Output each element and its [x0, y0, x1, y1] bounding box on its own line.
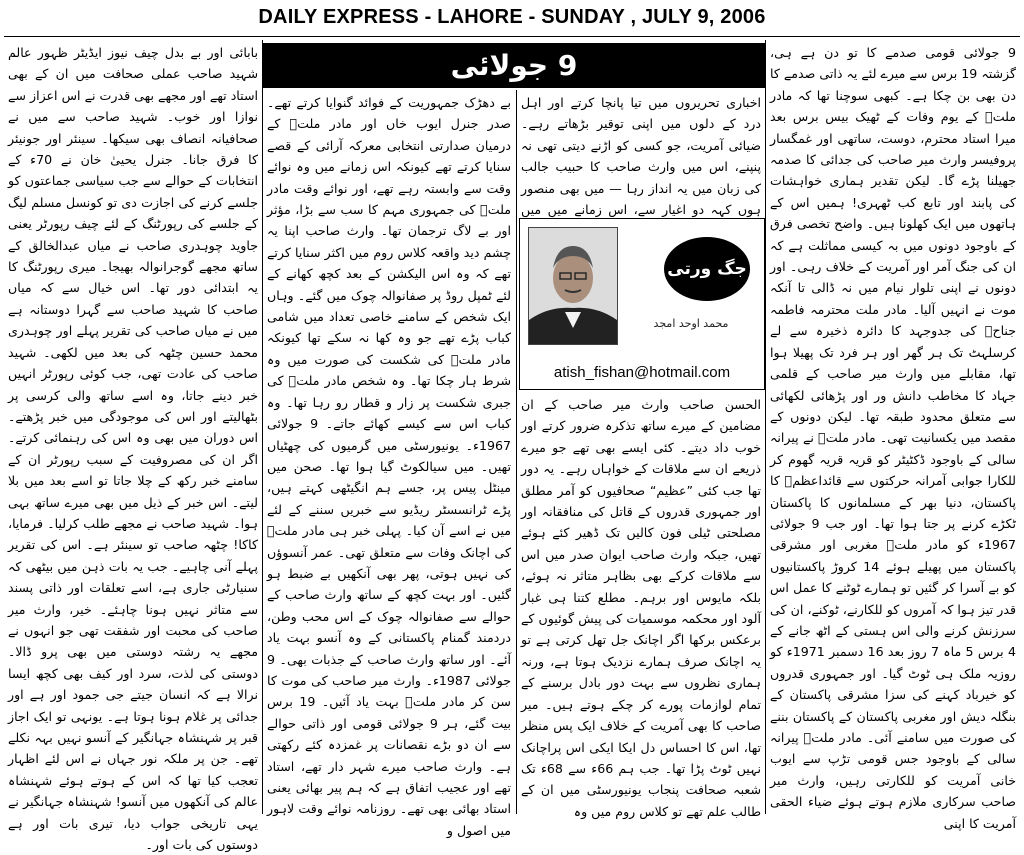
- portrait-image: [529, 228, 617, 344]
- article-text: اخباری تحریروں میں تیا پانچا کرتے اور اہل درد کے دلوں میں اپنی توقیر بڑھاتے رہے۔ ضیائی آمریت، جو کسی کو اڑنے دیتی تھی نہ پنپنے، اس میں وارث صاحب کا حبیب جالب کی زبان میں یہ انداز رہا — میں بھی منصور ہوں کہہ دو اغیار سے، اس زمانے میں میں: [521, 95, 761, 218]
- article-column-4: [4, 42, 262, 853]
- masthead: DAILY EXPRESS - LAHORE - SUNDAY , JULY 9, 2006: [258, 6, 766, 28]
- columnist-box: [519, 218, 765, 390]
- article-column-2: [517, 92, 765, 216]
- article-column-3: [263, 92, 515, 838]
- column-logo-text: جگ ورتی: [667, 259, 747, 279]
- article-column-1: [766, 42, 1020, 831]
- article-text: بابائی اور بے بدل چیف نیوز ایڈیٹر ظہور عالم شہید صاحب عملی صحافت میں ان کے بھی استاد تھے اور مجھے بھی قدرت نے اس اعزاز سے نوازا اور خوب۔ شہید صاحب سے میں نے صحافیانہ انصاف بھی سیکھا۔ سینئر اور جونیئر کا فرق جانا۔ جنرل یحییٰ خان نے 70ء کے انتخابات کے حوالے سے جب سیاسی جماعتوں کو جلسے کرنے کی اجازت دی تو کونسل مسلم لیگ کے جلسے کی رپورٹنگ کے لئے چیف رپورٹر یعنی جاوید چوہدری صاحب نے میاں عبدالخالق کے ساتھ مجھے گوجرانوالہ بھیجا۔ میری رپورٹنگ کا یہ ابتدائی دور تھا۔ اس خیال سے کہ میاں صاحب کا شہید صاحب سے گہرا دوستانہ ہے میں نے میاں صاحب کی تقریر پہلے اور چوہدری محمد حسین چٹھہ کی بعد میں لکھی۔ شہید صاحب کی عادت تھی، جب کوئی رپورٹر انہیں خبر دینے جاتا، وہ اسے ساتھ والی کرسی پر بٹھالیتے اور اس کی موجودگی میں خبر پڑھتے۔ اس دوران میں بھی وہ اس کی رہنمائی کرتے۔ اگر ان کی مصروفیت کے سبب رپورٹر ان کے سامنے خبر رکھ کے چلا جاتا تو اسے بعد میں بلا لیتے۔ اس خبر کے ذیل میں بھی میرے ساتھ بہی ہوا۔ شہید صاحب نے مجھے طلب کرلیا۔ فرمایا، کاکا! چٹھہ صاحب تو سینئر ہے۔ اس کی تقریر پہلے آنی چاہیے۔ جب یہ بات ذہن میں بیٹھی کہ سنیارٹی جاری ہے، اسے تعلقات اور ذاتی پسند سے متاثر نہیں ہونا چاہئے۔ خیر، وارث میر صاحب کی محبت اور شفقت تھی جو انہوں نے مجھے یہ رشتہ دوستی میں بھی پرو ڈالا۔ دوستی کی لذت، سرد اور کیف بھی کچھ ایسا نرالا ہے کہ انسان جیتے جی جمود اور ہے اور جدائی پر غلام ہونا ہوتا ہے۔ یونہی تو ایک اجاز قبر پر شہنشاہ جہانگیر کے آنسو نہیں بہہ نکلے تھے۔ جن پر ملکہ نور جہاں نے اس لئے اظہار تعجب کیا تھا کہ اس کے ہوتے ہوئے شہنشاہ عالم کی آنکھوں میں آنسو! شہنشاہ جہانگیر نے یہی تاریخی جواب دیا، تیری بات اور ہے دوستوں کی بات اور۔: [8, 45, 258, 853]
- columnist-photo: [528, 227, 618, 345]
- article-headline-banner: [263, 43, 765, 88]
- article-text: الحسن صاحب وارث میر صاحب کے ان مضامین کے میرے ساتھ تذکرہ ضرور کرتے اور خوب داد دیتے۔ کئی ایسے بھی تھے جو میرے ذریعے ان سے ملاقات کے خواہاں رہے۔ یہ دور تھا جب کئی ”عظیم“ صحافیوں کو آمر مطلق اور جمہوری قدروں کے قاتل کی منافقانہ اور مصلحتی ٹیلی فون کالیں تک ڈھیر کئے ہوئے تھیں، جبکہ وارث صاحب ایوان صدر میں اس سے ملاقات کرکے بھی بظاہر متاثر نہ ہوئے، بلکہ مایوس اور برہم۔ مطلع کتنا ہی غبار آلود اور محکمہ موسمیات کی پیش گوئیوں کے برعکس برکھا اگر اچانک جل تھل کرتی ہے تو یہ اچانک صرف ہمارے نزدیک ہوتا ہے، ورنہ ہماری نظروں سے بہت دور بادل برسنے کے تمام لوازمات پورے کر چکے ہوتے ہیں۔ میر صاحب کا بھی آمریت کے خلاف ایک پس منظر تھا، اس کا احساس دل ایکا ایکی اس پراچانک نہیں ٹوٹ پڑا تھا۔ جب ہم 66ء سے 68ء تک شعبہ صحافت پنجاب یونیورسٹی میں ان کے طالب علم تھے تو کلاس روم میں وہ: [521, 397, 761, 819]
- article-text: 9 جولائی قومی صدمے کا تو دن ہے ہی، گزشتہ 19 برس سے میرے لئے یہ ذاتی صدمے کا دن بھی بن چکا ہے۔ کبھی سوچنا تھا کہ مادر ملتؒ کے یوم وفات کے ٹھیک بیس برس بعد میرا استاد محترم، دوست، ساتھی اور غمگسار پروفیسر وارث میر صاحب کی جدائی کا صدمہ جھیلنا پڑے گا۔ لیکن تقدیر ہماری خواہشات کی پابند اور تابع کب ٹھہری! ہمیں اس کے ہاتھوں میں ایک کھلونا ہیں۔ واضح تخصی فرق کے باوجود دونوں میں بہ کیسی مماثلت ہے کہ ان کی جنگ آمر اور آمریت کے خلاف رہی۔ اور دونوں نے اپنی تلوار نیام میں نہ ڈالی تا آنکہ موت نے انہیں آلیا۔ مادر ملت محترمہ فاطمہ جناحؒ کی جدوجہد کا دائرہ ذخیرہ سے لے کرسلہٹ تک ہر گھر اور ہر فرد تک پھیلا ہوا تھا، مقابلے میں وارث میر صاحب کے قلمی جہاد کا مخاطب دانش ور اور پڑھائی لکھائی سے متعلق محدود طبقہ تھا۔ لیکن دونوں کے مقصد میں یکسانیت تھی۔ مادر ملتؒ نے پیرانہ سالی کے باوجود ڈکٹیٹر کو قریہ قریہ گھوم کر للکارا جوابی آمرانہ حرکتوں سے قائداعظمؒ کا پاکستان، دنیا بھر کے مسلمانوں کا پاکستان ٹکڑے کرنے پر جتا ہوا تھا۔ اور جب 9 جولائی 1967ء کو مادر ملتؒ مغربی اور مشرقی پاکستان میں پھیلے ہوئے 14 کروڑ پاکستانیوں کو بے آسرا کر گئیں تو ہمارے ٹوٹنے کا عمل اس قدر تیز ہوا کہ آمروں کو للکارنے، ٹوکنے، ان کی سرزنش کرنے والی اس ہستی کے اٹھ جانے کے 4 برس 5 ماہ 7 روز بعد 16 دسمبر 1971ء کو روزیہ ملک ہی ٹوٹ گیا۔ اور جمہوری قدروں کو خیرباد کہنے کی سزا مشرقی پاکستان کے بنگلہ دیش اور مغربی پاکستان کے پاکستان بننے کی صورت میں سامنے آئی۔ مادر ملتؒ پیرانہ سالی کے باوجود جس قومی تڑپ سے ایوب خانی آمریت کو للکارتی رہیں، وارث میر صاحب سرکاری ملازم ہوتے ہوئے ضیاء الحقی آمریت کا اپنی: [770, 45, 1017, 831]
- columnist-signature: محمد اوحد امجد: [653, 317, 729, 330]
- article-column-2-continued: [517, 394, 765, 819]
- column-logo: [664, 237, 750, 301]
- article-text: بے دھڑک جمہوریت کے فوائد گنوایا کرتے تھے۔ صدر جنرل ایوب خاں اور مادر ملتؒ کے درمیان صدارتی انتخابی معرکہ آرائی کے قصے سنایا کرتے تھے کیونکہ اس زمانے میں وہ نوائے وقت سے وابستہ رہے تھے، اور نوائے وقت مادر ملتؒ کی جمہوری مہم کا سب سے بڑا، مؤثر اور بے لاگ ترجمان تھا۔ وارث صاحب اپنا یہ چشم دید واقعہ کلاس روم میں اکثر سنایا کرتے تھے کہ وہ اس الیکشن کے بعد کچھ کھانے کے لئے ٹمپل روڈ پر صفانوالہ چوک میں گئے۔ وہاں ایک شخص کے سامنے خاصی تعداد میں شامی کباب پڑے تھے جو وہ کھا نہ سکے تھا کیونکہ مادر ملتؒ کی شکست کی صورت میں وہ شرط ہار چکا تھا۔ وہ شخص مادر ملتؒ کی جبری شکست پر زار و قطار رو رہا تھا۔ وہ کباب اس سے کیسے کھائے جاتے۔ 9 جولائی 1967ء۔ یونیورسٹی میں گرمیوں کی چھٹیاں تھیں۔ میں سیالکوٹ گیا ہوا تھا۔ صحن میں مینٹل پیس پر، جسے ہم انگیٹھی کہتے ہیں، پڑے ٹرانسسٹر ریڈیو سے خبریں سننے کے لئے میں نے اسے آن کیا۔ پہلی خبر ہی مادر ملتؒ کی اچانک وفات سے متعلق تھی۔ عمر آنسوؤں کی نہیں ہوتی، پھر بھی آنکھیں بے ضبط ہو گئیں۔ اور بہت کچھ کے ساتھ وارث صاحب کے حوالے سے صفانوالہ چوک کے اس محب وطن، دردمند گمنام پاکستانی کے وہ آنسو بہت یاد آئے۔ اور ساتھ وارث صاحب کے جذبات بھی۔ 9 جولائی 1987ء۔ وارث میر صاحب کی موت کا سن کر مادر ملتؒ بہت یاد آئیں۔ 19 برس بیت گئے، ہر 9 جولائی قومی اور ذاتی حوالے سے ان دو بڑے نقصانات پر غمزدہ کئے رکھتی ہے۔ وارث صاحب میرے شہر دار تھے، استاد تھے اور عجیب اتفاق ہے کہ ہم پیر بھائی یعنی استاد بھائی بھی تھے۔ روزنامہ نوائے وقت لاہور میں اصول و: [267, 95, 512, 838]
- article-headline: 9 جولائی: [450, 49, 578, 82]
- columnist-email: atish_fishan@hotmail.com: [553, 364, 731, 381]
